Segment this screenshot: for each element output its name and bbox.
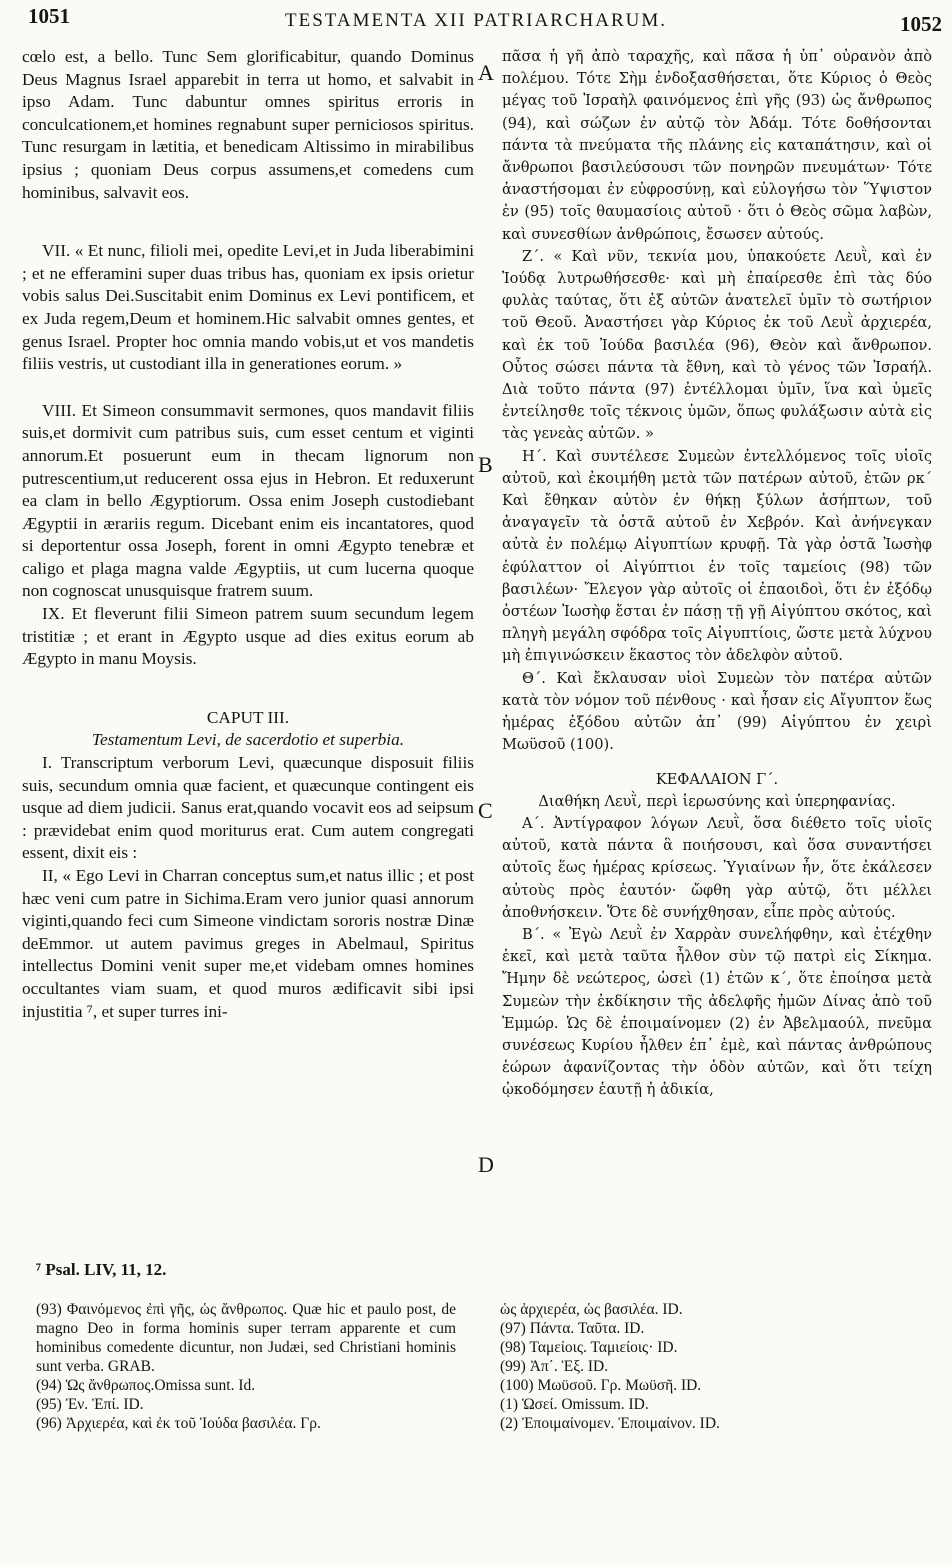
greek-column bbox=[502, 46, 932, 1102]
note-item: (2) Ἐποιμαίνομεν. Ἐποιμαίνον. ID. bbox=[500, 1415, 720, 1432]
margin-letter: B bbox=[478, 452, 493, 477]
margin-letter: D bbox=[478, 1152, 494, 1177]
scripture-footnote: ⁷ Psal. LIV, 11, 12. bbox=[36, 1260, 167, 1279]
greek-paragraph: Θ΄. Καὶ ἔκλαυσαν υἱοὶ Συμεὼν τὸν πατέρα αὐτῶν κατὰ τὸν νόμον τοῦ πένθους · καὶ ἦσαν εἰς Αἴγυπτον ἕως ἡμέρας ἐξόδου αὐτῶν ἀπ᾽ (99) Αἰγύπτου ἐν χειρὶ Μωϋσοῦ (100). bbox=[502, 669, 932, 754]
note-item: (99) Ἀπ΄. Ἐξ. ID. bbox=[500, 1358, 609, 1375]
greek-paragraph: Β΄. « Ἐγὼ Λευῒ ἐν Χαρρὰν συνελήφθην, καὶ ἐτέχθην ἐκεῖ, καὶ μετὰ ταῦτα ἦλθον σὺν τῷ πατρὶ εἰς Σίκημα. Ἤμην δὲ νεώτερος, ὡσεὶ (1) ἐτῶν κ΄, ὅτε ἐποίησα μετὰ Συμεὼν τὴν ἐκδίκησιν τῆς ἀδελφῆς ἡμῶν Δίνας ἀπὸ τοῦ Ἐμμώρ. Ὡς δὲ ἐποιμαίνομεν (2) ἐν Ἀβελμαούλ, πνεῦμα συνέσεως Κυρίου ἦλθεν ἐπ᾽ ἐμὲ, καὶ πάντας ἀνθρώπους ἑώρων ἀφανίζοντας τὴν ὁδὸν αὐτῶν, καὶ ὅτι τείχη ᾠκοδόμησεν ἑαυτῇ ἡ ἀδικία, bbox=[502, 925, 932, 1099]
page-number-right: 1052 bbox=[900, 12, 942, 36]
margin-letter: A bbox=[478, 60, 494, 85]
latin-column bbox=[22, 46, 474, 1023]
latin-paragraph: cœlo est, a bello. Tunc Sem glorificabitur, quando Dominus Deus Magnus Israel apparebit in terra ut homo, et salvabit in ipso Adam. Tunc dabuntur omnes spiritus erroris in conculcationem,et homines regnabunt super perniciosos spiritus. Tunc resurgam in lætitia, et benedicam Altissimo in mirabilibus ipsius ; quoniam Deus corpus assumens,et comedens cum hominibus, salvavit eos. bbox=[22, 47, 474, 202]
section-heading: ΚΕΦΑΛΑΙΟΝ Γ΄. bbox=[655, 770, 779, 788]
latin-paragraph: VIII. Et Simeon consummavit sermones, quos mandavit filiis suis,et dormivit cum patribus suis, cum esset centum et viginti annorum.Et posuerunt eum in thecam lignorum non putrescentium,ut reducerent ossa ejus in Hebron. Et reduxerunt ea clam in bello Ægyptiorum. Ossa enim Joseph custodiebant Ægyptii in ærariis regum. Dicebant enim eis incantatores, quod si deportentur ossa Joseph, forent in omni Ægypto tenebræ et caligo et plaga magna valde Ægyptiis, ut cum lucerna quoque non cognoscat unusquisque fratrem suum. bbox=[22, 400, 474, 601]
notes-left bbox=[36, 1300, 456, 1433]
section-subheading: Διαθήκη Λευῒ, περὶ ἱερωσύνης καὶ ὑπερηφανίας. bbox=[538, 792, 896, 810]
section-heading: CAPUT III. bbox=[206, 707, 290, 727]
greek-paragraph: Η΄. Καὶ συντέλεσε Συμεὼν ἐντελλόμενος τοῖς υἱοῖς αὐτοῦ, καὶ ἐκοιμήθη μετὰ τῶν πατέρων αὐτοῦ, ἐτῶν ρκ΄ Καὶ ἔθηκαν αὐτὸν ἐν θήκῃ ξύλων ἀσήπτων, τοῦ ἀναγαγεῖν τὰ ὀστᾶ αὐτοῦ ἐν Χεβρόν. Καὶ ἀνήνεγκαν αὐτὰ ἐν πολέμῳ Αἰγυπτίων κρυφῇ. Τὰ γὰρ ὀστᾶ Ἰωσὴφ ἐφύλαττον οἱ Αἰγύπτιοι ἐν τοῖς ταμείοις (98) τῶν βασιλέων· Ἔλεγον γὰρ αὐτοῖς οἱ ἐπαοιδοὶ, ὅτι ἐν ἐξόδῳ ὀστέων Ἰωσὴφ ἔσται ἐν πάσῃ τῇ γῇ Αἰγύπτου σκότος, καὶ πληγὴ μεγάλη σφόδρα τοῖς Αἰγυπτίοις, ὥστε μετὰ λύχνου μὴ ἐπιγινώσκειν ἕκαστος τὸν ἀδελφὸν αὐτοῦ. bbox=[502, 447, 932, 665]
note-item: ὡς ἀρχιερέα, ὡς βασιλέα. ID. bbox=[500, 1301, 683, 1318]
section-subheading: Testamentum Levi, de sacerdotio et superbia. bbox=[91, 730, 405, 750]
note-item: (100) Μωϋσοῦ. Γρ. Μωϋσῆ. ID. bbox=[500, 1377, 702, 1394]
greek-paragraph: Α΄. Ἀντίγραφον λόγων Λευῒ, ὅσα διέθετο τοῖς υἱοῖς αὐτοῦ, κατὰ πάντα ἃ ποιήσουσι, καὶ ὅσα συναντήσει αὐτοῖς ἕως ἡμέρας κρίσεως. Ὑγιαίνων ἦν, ὅτε ἐκάλεσεν αὐτοὺς πρὸς ἑαυτόν· ὤφθη γὰρ αὐτῷ, ὅτι μέλλει ἀποθνήσκειν. Ὅτε δὲ συνήχθησαν, εἶπε πρὸς αὐτούς. bbox=[502, 814, 932, 921]
page-header bbox=[0, 4, 952, 44]
greek-paragraph: Ζ΄. « Καὶ νῦν, τεκνία μου, ὑπακούετε Λευῒ, καὶ ἐν Ἰούδᾳ λυτρωθήσεσθε· καὶ μὴ ἐπαίρεσθε ἐπὶ τὰς δύο φυλὰς ταύτας, ὅτι ἐξ αὐτῶν ἀνατελεῖ ὑμῖν τὸ σωτήριον τοῦ Θεοῦ. Ἀναστήσει γὰρ Κύριος ἐκ τοῦ Λευῒ ἀρχιερέα, καὶ ἐκ τοῦ Ἰούδα βασιλέα (96), Θεὸν καὶ ἄνθρωπον. Οὗτος σώσει πάντα τὰ ἔθνη, καὶ τὸ γένος τῶν Ἰσραήλ. Διὰ τοῦτο πάντα (97) ἐντέλλομαι ὑμῖν, ἵνα καὶ ὑμεῖς ἐντείλησθε τοῖς τέκνοις ὑμῶν, ὅπως φυλάξωσιν αὐτὰ εἰς τὰς γενεὰς αὐτῶν. » bbox=[502, 247, 932, 443]
latin-paragraph: II, « Ego Levi in Charran conceptus sum,et natus illic ; et post hæc veni cum patre in Sichima.Eram vero junior quasi annorum viginti,quando feci cum Simeone vindictam sororis nostræ Dinæ deEmmor. ut autem pavimus greges in Abelmaul, Spiritus intellectus Domini venit super me,et videbam omnes homines occultantes viam suam, et quod muros ædificavit sibi ipsi injustitia ⁷, et super turres ini- bbox=[22, 866, 474, 1021]
page-number-left: 1051 bbox=[28, 4, 70, 28]
greek-paragraph: πᾶσα ἡ γῆ ἀπὸ ταραχῆς, καὶ πᾶσα ἡ ὑπ᾽ οὐρανὸν ἀπὸ πολέμου. Τότε Σὴμ ἐνδοξασθήσεται, ὅτε Κύριος ὁ Θεὸς μέγας τοῦ Ἰσραὴλ φαινόμενος ἐπὶ γῆς (93) ὡς ἄνθρωπος (94), καὶ σώζων ἐν αὐτῷ τὸν Ἀδάμ. Τότε δοθήσονται πάντα τὰ πνεύματα τῆς πλάνης εἰς καταπάτησιν, καὶ οἱ ἄνθρωποι βασιλεύσουσι τῶν πονηρῶν πνευμάτων· Τότε ἀναστήσομαι ἐν εὐφροσύνῃ, καὶ εὐλογήσω τὸν Ὕψιστον ἐν (95) τοῖς θαυμασίοις αὐτοῦ · ὅτι ὁ Θεὸς σῶμα λαβὼν, καὶ συνεσθίων ἀνθρώποις, ἔσωσεν αὐτούς. bbox=[502, 48, 932, 243]
note-item: (1) Ὡσεί. Omissum. ID. bbox=[500, 1396, 649, 1413]
note-item: (97) Πάντα. Ταῦτα. ID. bbox=[500, 1320, 645, 1337]
latin-paragraph: I. Transcriptum verborum Levi, quæcunque disposuit filiis suis, secundum omnia quæ facient, et quæcunque contingent eis usque ad diem judicii. Sanus erat,quando vocavit eos ad seipsum : prævidebat enim quod moriturus erat. Cum autem congregati essent, dixit eis : bbox=[22, 753, 474, 863]
running-title: TESTAMENTA XII PATRIARCHARUM. bbox=[284, 10, 668, 31]
notes-right bbox=[500, 1300, 920, 1433]
note-item: (94) Ὡς ἄνθρωπος.Omissa sunt. Id. bbox=[36, 1377, 256, 1394]
latin-paragraph: VII. « Et nunc, filioli mei, opedite Levi,et in Juda liberabimini ; et ne efferamini super duas tribus has, quoniam ex ipsis orietur vobis salus Dei.Suscitabit enim Dominus ex Levi pontificem, et ex Juda regem,Deum et hominem.Hic salvabit omnes gentes, et genus Israel. Propter hoc omnia mando vobis,ut et vos mandetis filiis vestris, ut custodiant illa in generationes eorum. » bbox=[22, 241, 474, 374]
note-item: (93) Φαινόμενος ἐπὶ γῆς, ὡς ἄνθρωπος. Quæ hic et paulo post, de magno Deo in forma hominis super terram apparente et cum hominibus comedente dicuntur, non Judæi, sed Christiani hominis sunt verba. GRAB. bbox=[36, 1301, 456, 1375]
note-item: (96) Ἀρχιερέα, καὶ ἐκ τοῦ Ἰούδα βασιλέα. Γρ. bbox=[36, 1415, 321, 1432]
note-item: (98) Ταμείοις. Ταμιείοις· ID. bbox=[500, 1339, 678, 1356]
latin-paragraph: IX. Et fleverunt filii Simeon patrem suum secundum legem tristitiæ ; et erant in Ægypto usque ad dies exitus eorum ab Ægypto in manu Moysis. bbox=[22, 604, 474, 669]
margin-letter: C bbox=[478, 798, 493, 823]
note-item: (95) Ἐν. Ἐπί. ID. bbox=[36, 1396, 144, 1413]
